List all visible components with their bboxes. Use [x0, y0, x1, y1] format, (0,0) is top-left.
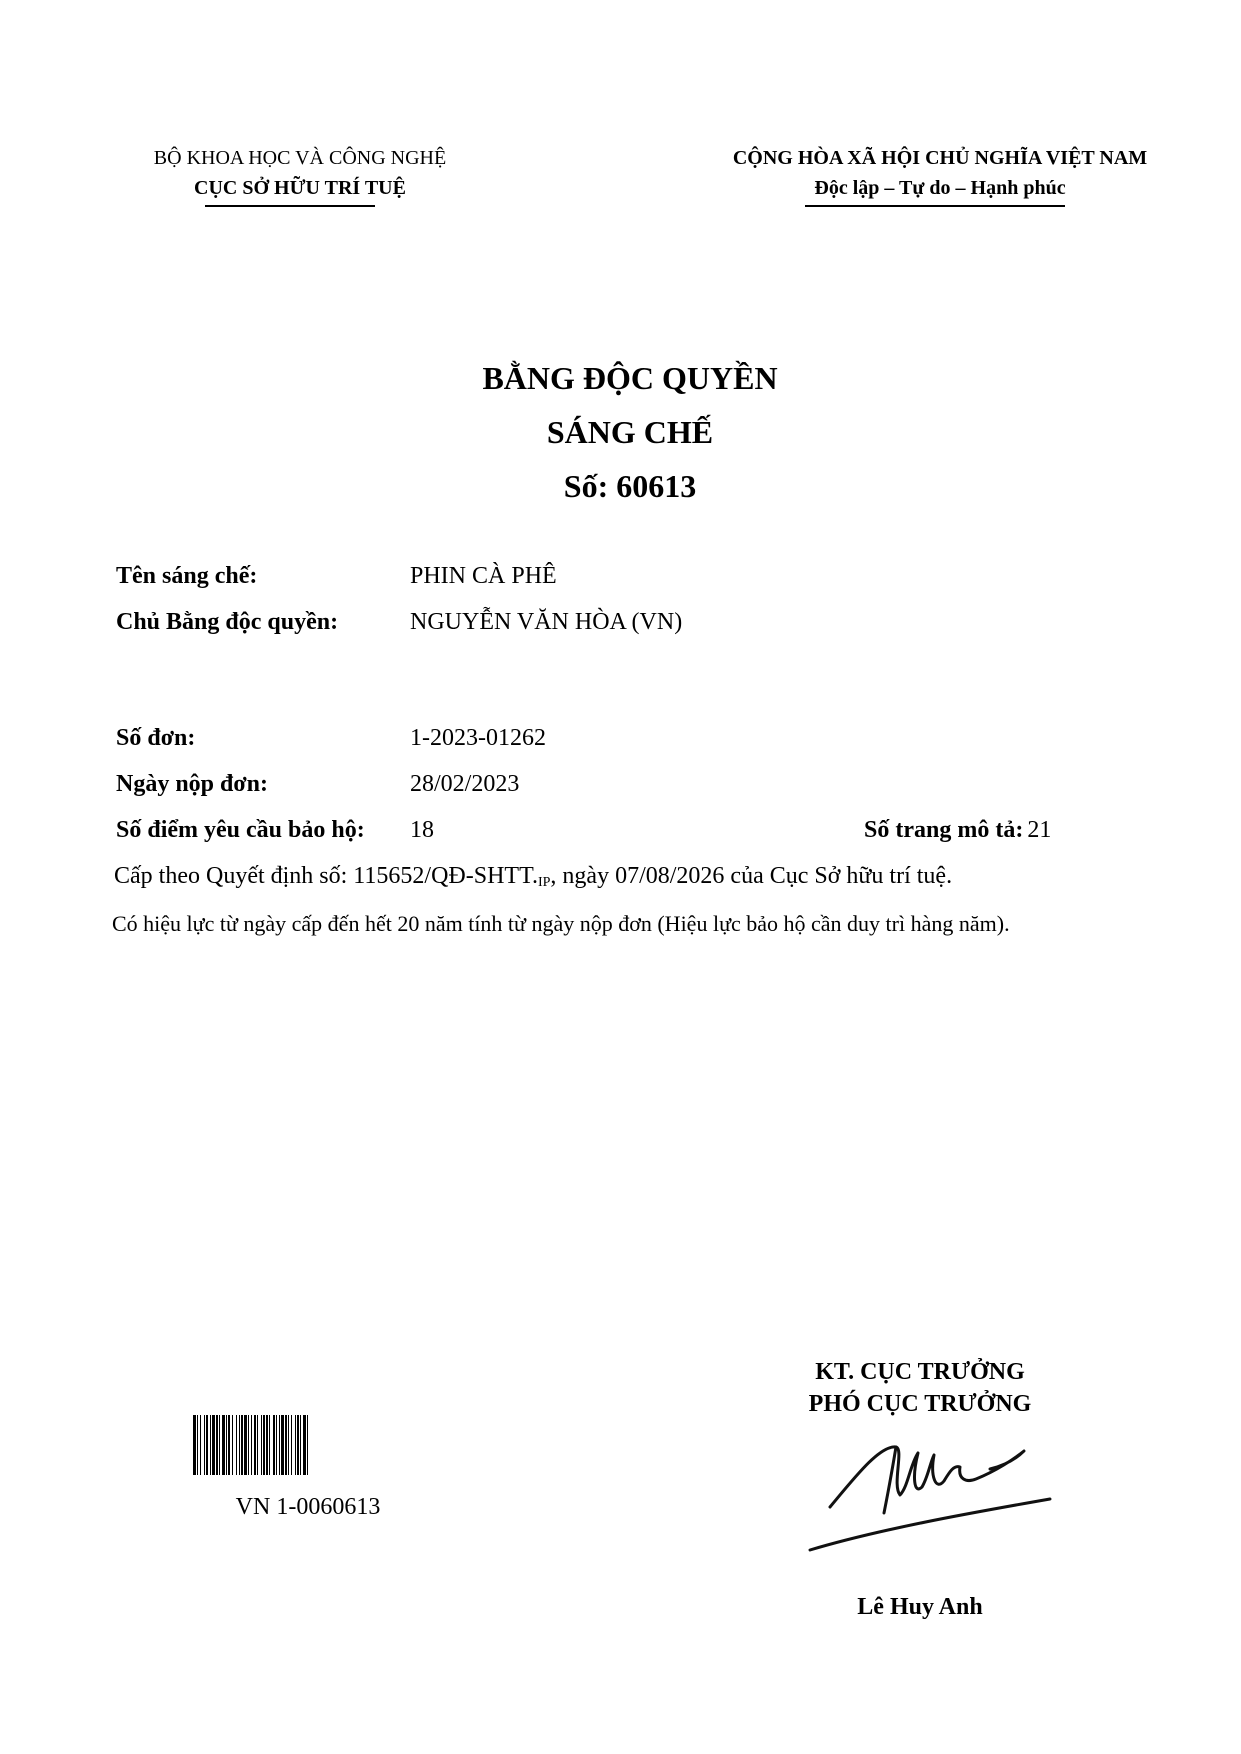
barcode-bar: [239, 1415, 240, 1475]
barcode-bar: [200, 1415, 201, 1475]
barcode-bar: [281, 1415, 284, 1475]
owner-label: Chủ Bằng độc quyền:: [116, 609, 339, 635]
claims-count-label: Số điểm yêu cầu bảo hộ:: [116, 817, 365, 843]
decision-statement: [114, 859, 952, 900]
barcode-bar: [300, 1415, 301, 1475]
country-name: CỘNG HÒA XÃ HỘI CHỦ NGHĨA VIỆT NAM: [732, 147, 1148, 169]
filing-date-label: Ngày nộp đơn:: [116, 771, 269, 797]
patent-number: Số: 60613: [563, 468, 697, 504]
barcode-bar: [212, 1415, 215, 1475]
barcode-bar: [276, 1415, 277, 1475]
barcode-bar: [285, 1415, 287, 1475]
decision-subscript: IP: [537, 875, 551, 890]
national-motto: Độc lập – Tự do – Hạnh phúc: [814, 177, 1066, 199]
barcode-bar: [291, 1415, 292, 1475]
application-number-label: Số đơn:: [116, 725, 196, 751]
barcode-bar: [241, 1415, 243, 1475]
barcode-bar: [269, 1415, 270, 1475]
claims-count-value: 18: [410, 817, 434, 843]
header-right-underline: [805, 205, 1065, 207]
description-pages-value: 21: [1027, 817, 1052, 843]
barcode-bar: [222, 1415, 225, 1475]
barcode-bar: [232, 1415, 233, 1475]
barcode-bar: [210, 1415, 211, 1475]
description-pages-label: Số trang mô tả:: [864, 817, 1024, 843]
barcode-bar: [254, 1415, 256, 1475]
decision-suffix: , ngày 07/08/2026 của Cục Sở hữu trí tuệ.: [550, 863, 953, 889]
barcode-bar: [228, 1415, 230, 1475]
document-subtitle: SÁNG CHẾ: [546, 414, 714, 450]
description-pages: [864, 814, 1051, 846]
signatory-title-line2: PHÓ CỤC TRƯỞNG: [808, 1391, 1032, 1417]
barcode-bar: [236, 1415, 237, 1475]
ministry-name: BỘ KHOA HỌC VÀ CÔNG NGHỆ: [153, 147, 447, 169]
barcode-bar: [263, 1415, 265, 1475]
invention-name-label: Tên sáng chế:: [116, 563, 258, 589]
barcode-bar: [303, 1415, 306, 1475]
barcode-bar: [297, 1415, 299, 1475]
barcode-bar: [261, 1415, 262, 1475]
office-name: CỤC SỞ HỮU TRÍ TUỆ: [194, 177, 406, 199]
barcode-bar: [295, 1415, 296, 1475]
validity-statement: Có hiệu lực từ ngày cấp đến hết 20 năm tính từ ngày nộp đơn (Hiệu lực bảo hộ cần duy trì hàng năm).: [112, 911, 1010, 936]
barcode-bar: [206, 1415, 208, 1475]
barcode-bar: [244, 1415, 247, 1475]
barcode-bar: [257, 1415, 258, 1475]
barcode-bar: [288, 1415, 289, 1475]
barcode-bar: [248, 1415, 249, 1475]
decision-prefix: Cấp theo Quyết định số: 115652/QĐ-SHTT.: [114, 863, 538, 889]
signatory-title-line1: KT. CỤC TRƯỞNG: [815, 1359, 1025, 1385]
header-right: [700, 143, 1180, 203]
barcode-bar: [251, 1415, 252, 1475]
invention-name-value: PHIN CÀ PHÊ: [410, 563, 557, 589]
application-number-value: 1-2023-01262: [410, 725, 546, 751]
filing-date-value: 28/02/2023: [410, 771, 520, 797]
barcode-bar: [204, 1415, 205, 1475]
handwritten-signature: [800, 1425, 1070, 1565]
barcode-bar: [219, 1415, 220, 1475]
barcode-bar: [226, 1415, 227, 1475]
barcode-bar: [307, 1415, 308, 1475]
barcode-bar: [216, 1415, 218, 1475]
barcode-bar: [279, 1415, 280, 1475]
barcode-bar: [266, 1415, 268, 1475]
owner-value: NGUYỄN VĂN HÒA (VN): [410, 609, 683, 635]
signatory-title: [770, 1356, 1070, 1420]
signatory-name: Lê Huy Anh: [857, 1594, 983, 1620]
document-title: BẰNG ĐỘC QUYỀN: [482, 360, 778, 396]
barcode: [193, 1415, 423, 1475]
header-left: [110, 143, 490, 203]
barcode-number: VN 1-0060613: [235, 1494, 381, 1520]
barcode-bar: [193, 1415, 196, 1475]
barcode-bar: [273, 1415, 275, 1475]
barcode-bar: [197, 1415, 198, 1475]
header-left-underline: [205, 205, 375, 207]
